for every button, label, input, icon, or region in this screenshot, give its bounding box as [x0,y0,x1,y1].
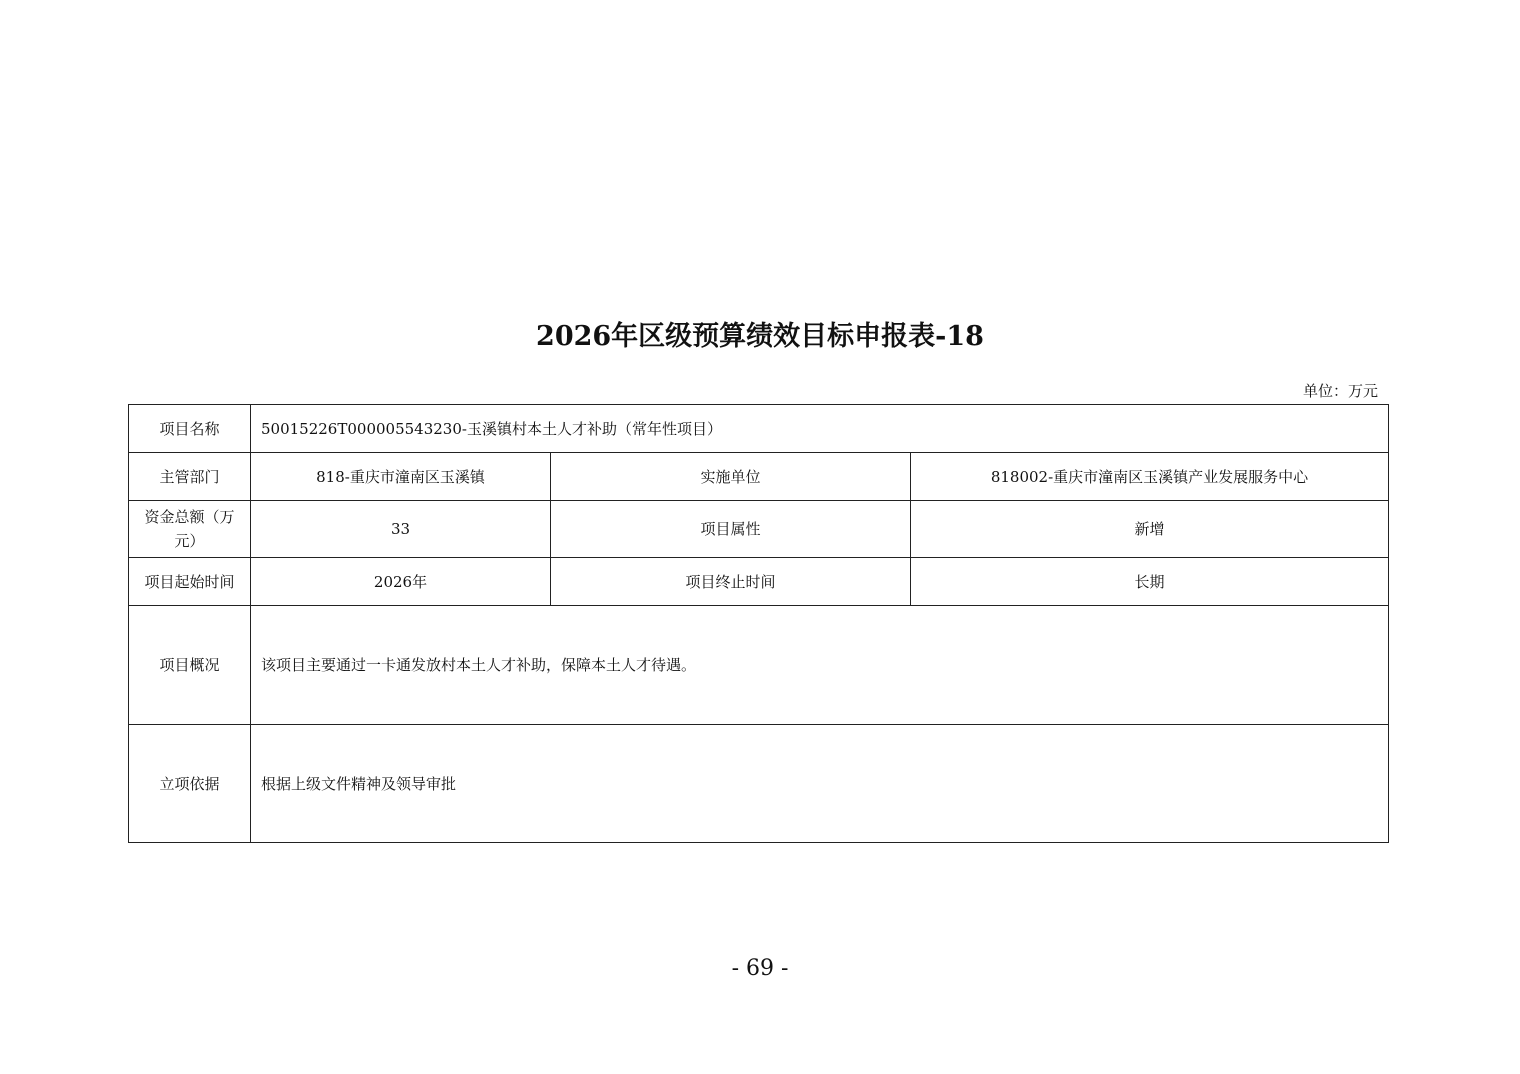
row-funds [129,501,1389,558]
implementing-unit-label: 实施单位 [551,453,911,501]
basis-label: 立项依据 [129,725,251,843]
project-attribute-value: 新增 [911,501,1389,558]
department-label: 主管部门 [129,453,251,501]
overview-value: 该项目主要通过一卡通发放村本土人才补助，保障本土人才待遇。 [251,606,1389,725]
budget-performance-table [128,404,1389,843]
project-name-label: 项目名称 [129,405,251,453]
end-time-label: 项目终止时间 [551,558,911,606]
total-funds-value: 33 [251,501,551,558]
department-value: 818-重庆市潼南区玉溪镇 [251,453,551,501]
unit-label: 单位：万元 [1302,382,1378,400]
row-overview [129,606,1389,725]
row-project-name [129,405,1389,453]
start-time-value: 2026年 [251,558,551,606]
overview-label: 项目概况 [129,606,251,725]
end-time-value: 长期 [911,558,1389,606]
basis-value: 根据上级文件精神及领导审批 [251,725,1389,843]
row-time [129,558,1389,606]
document-title: 2026年区级预算绩效目标申报表-18 [536,321,984,352]
implementing-unit-value: 818002-重庆市潼南区玉溪镇产业发展服务中心 [911,453,1389,501]
row-department [129,453,1389,501]
start-time-label: 项目起始时间 [129,558,251,606]
project-attribute-label: 项目属性 [551,501,911,558]
project-name-value: 50015226T000005543230-玉溪镇村本土人才补助（常年性项目） [251,405,1389,453]
total-funds-label: 资金总额（万元） [129,501,251,558]
page-number: - 69 - [731,956,789,981]
row-basis [129,725,1389,843]
